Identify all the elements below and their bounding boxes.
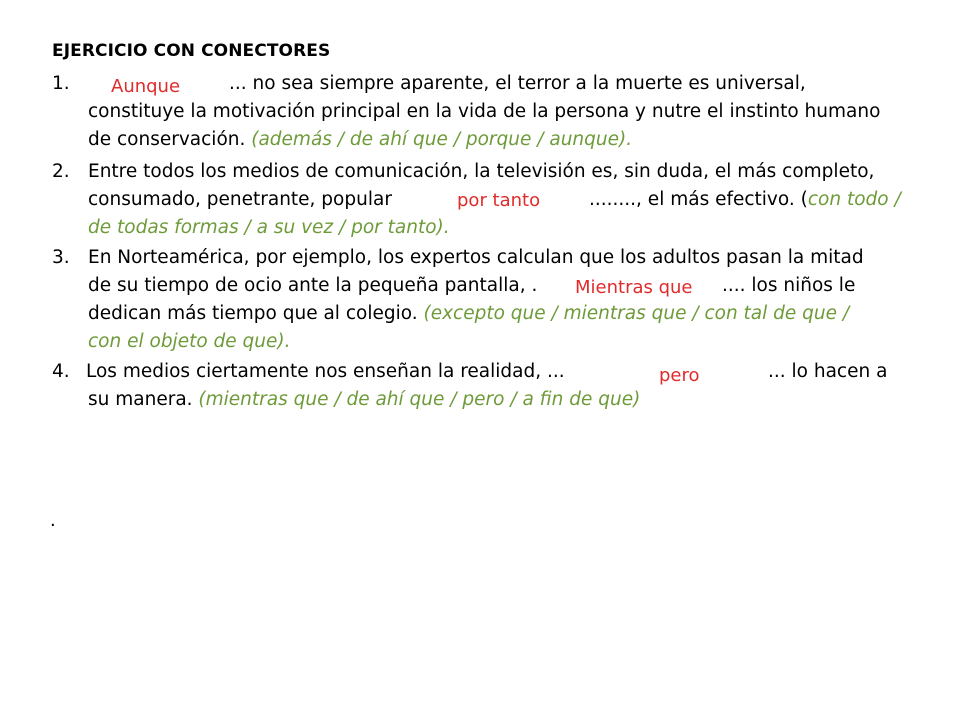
item-3-options-a: (excepto que / mientras que / con tal de que / xyxy=(423,303,850,324)
exercise-title: EJERCICIO CON CONECTORES xyxy=(52,41,331,61)
item-4-line-1: Los medios ciertamente nos enseñan la realidad, ... xyxy=(86,361,565,382)
item-3-line-2-cont: .... los niños le xyxy=(722,275,856,296)
item-1-line-2: constituye la motivación principal en la vida de la persona y nutre el instinto humano xyxy=(88,101,881,122)
item-number: 1. xyxy=(52,73,70,94)
item-2-line-2-cont xyxy=(589,187,901,213)
item-1-text: de conservación. xyxy=(88,129,252,150)
answer-4: pero xyxy=(659,365,700,386)
item-2-text: ........, el más efectivo. ( xyxy=(589,189,808,210)
trailing-period: . xyxy=(50,510,56,531)
answer-3: Mientras que xyxy=(575,277,693,298)
item-4-options: (mientras que / de ahí que / pero / a fin de que) xyxy=(198,389,641,410)
item-3-line-3 xyxy=(88,301,849,327)
item-2-line-1: Entre todos los medios de comunicación, la televisión es, sin duda, el más completo, xyxy=(88,161,875,182)
item-3-text: dedican más tiempo que al colegio. xyxy=(88,303,424,324)
answer-2: por tanto xyxy=(457,190,541,211)
item-2-options-b: de todas formas / a su vez / por tanto). xyxy=(88,217,450,238)
item-1-line-1: ... no sea siempre aparente, el terror a la muerte es universal, xyxy=(229,73,806,94)
item-1-line-3 xyxy=(88,127,632,153)
item-2-line-2: consumado, penetrante, popular xyxy=(88,189,392,210)
item-3-line-1: En Norteamérica, por ejemplo, los expertos calculan que los adultos pasan la mitad xyxy=(88,247,864,268)
item-3-options-b: con el objeto de que). xyxy=(88,331,291,352)
item-3-line-2: de su tiempo de ocio ante la pequeña pantalla, . xyxy=(88,275,538,296)
item-1-options: (además / de ahí que / porque / aunque). xyxy=(251,129,633,150)
answer-1: Aunque xyxy=(111,76,181,97)
item-4-text: su manera. xyxy=(88,389,199,410)
item-number: 4. xyxy=(52,361,70,382)
item-4-line-1-cont: ... lo hacen a xyxy=(768,361,888,382)
item-2-options-a: con todo / xyxy=(807,189,901,210)
item-4-line-2 xyxy=(88,387,640,413)
item-number: 3. xyxy=(52,247,70,268)
item-number: 2. xyxy=(52,161,70,182)
